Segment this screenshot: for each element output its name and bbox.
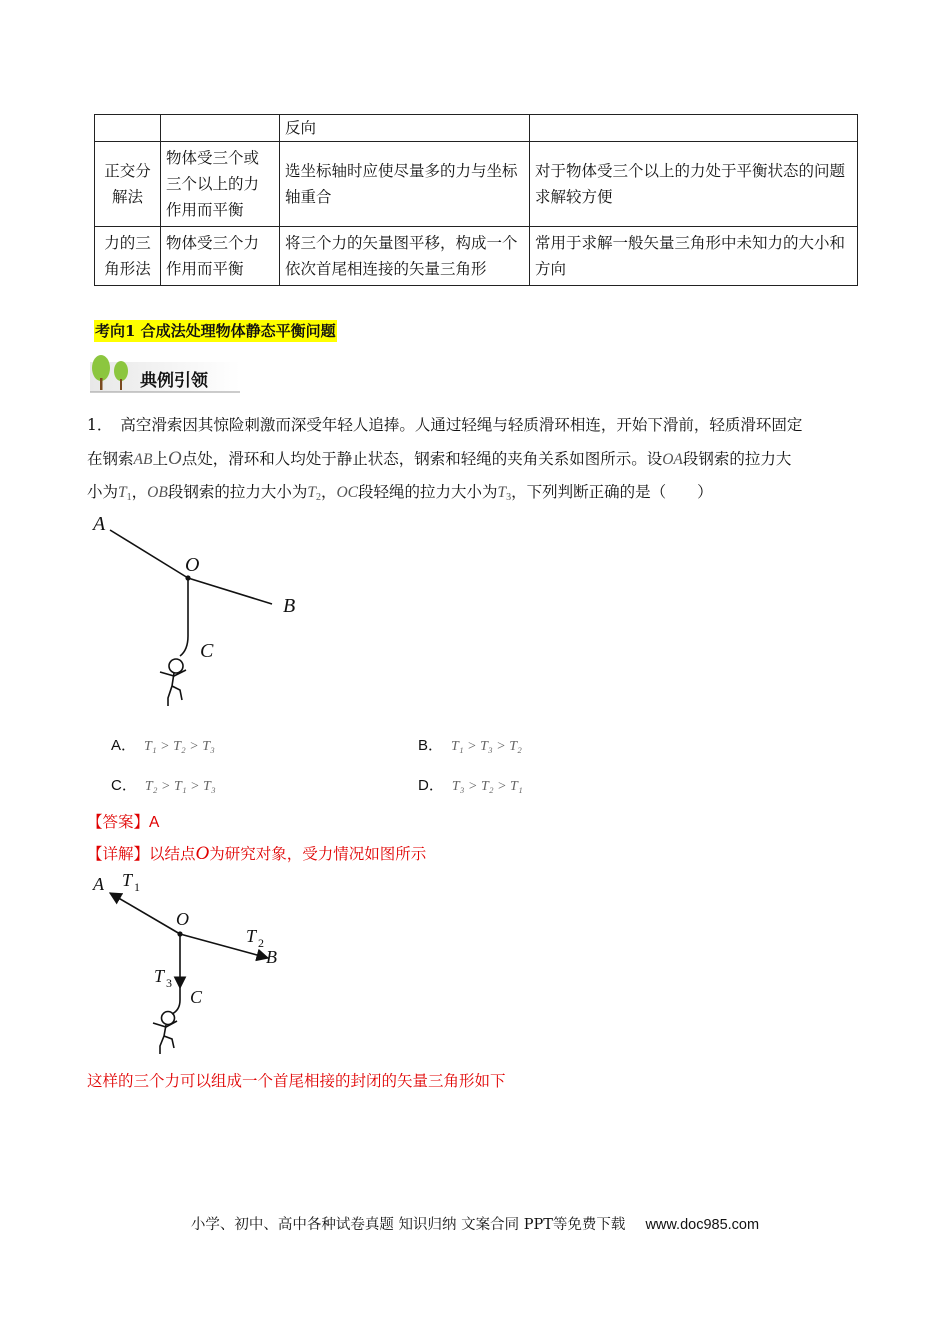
question-line: 小为T1，OB段钢索的拉力大小为T2，OC段轻绳的拉力大小为T3，下列判断正确的是（ ） [87, 483, 713, 503]
force-diagram-figure [88, 868, 308, 1058]
label-t3-sub: 3 [166, 976, 172, 990]
table-cell: 对于物体受三个以上的力处于平衡状态的问题求解较方便 [530, 142, 858, 227]
rope-oc [180, 578, 188, 656]
label-b: B [283, 595, 296, 617]
answer-line: 【答案】A [87, 813, 160, 831]
table-cell [95, 115, 161, 142]
footer-url[interactable]: www.doc985.com [645, 1217, 760, 1233]
person-icon [160, 659, 186, 706]
label-t1: T [122, 870, 133, 890]
table-cell: 将三个力的矢量图平移，构成一个依次首尾相连接的矢量三角形 [280, 227, 530, 286]
table-cell: 正交分解法 [95, 142, 161, 227]
label-t1-sub: 1 [134, 880, 140, 894]
question-number: 1． [87, 416, 113, 434]
label-o: O [185, 554, 200, 576]
table-cell [161, 115, 280, 142]
label-c: C [190, 987, 203, 1007]
person-icon [153, 1012, 177, 1055]
table-cell: 常用于求解一般矢量三角形中未知力的大小和方向 [530, 227, 858, 286]
option-b[interactable]: B． T₁ > T₃ > T₂ [418, 737, 522, 754]
table-cell: 物体受三个力作用而平衡 [161, 227, 280, 286]
label-c: C [200, 640, 214, 662]
point-o [185, 575, 190, 580]
label-a: A [93, 513, 106, 535]
label-t2-sub: 2 [258, 936, 264, 950]
table-row [95, 227, 858, 286]
conclusion-line: 这样的三个力可以组成一个首尾相接的封闭的矢量三角形如下 [87, 1072, 506, 1090]
label-b: B [266, 947, 277, 967]
force-t1-arrow [110, 893, 180, 934]
option-c[interactable]: C． T₂ > T₁ > T₃ [111, 777, 216, 794]
zipline-figure [88, 508, 318, 713]
table-row [95, 142, 858, 227]
option-a[interactable]: A． T₁ > T₂ > T₃ [111, 737, 215, 754]
table-cell: 物体受三个或三个以上的力作用而平衡 [161, 142, 280, 227]
label-t2: T [246, 926, 257, 946]
option-d[interactable]: D． T₃ > T₂ > T₁ [418, 777, 523, 794]
question-line: 1． 高空滑索因其惊险刺激而深受年轻人追捧。人通过轻绳与轻质滑环相连，开始下滑前，轻质滑环固定 [87, 416, 803, 434]
table-cell: 反向 [280, 115, 530, 142]
method-comparison-table [94, 114, 858, 286]
label-o: O [176, 909, 189, 929]
banner-label: 典例引领 [140, 371, 208, 391]
label-a: A [93, 874, 104, 894]
detail-line: 【详解】以结点O为研究对象，受力情况如图所示 [87, 843, 427, 864]
page-footer [0, 1213, 950, 1234]
table-cell [530, 115, 858, 142]
cable-oa [110, 530, 188, 578]
point-o [177, 931, 182, 936]
cable-ob [188, 578, 272, 604]
table-cell: 选坐标轴时应使尽量多的力与坐标轴重合 [280, 142, 530, 227]
table-cell: 力的三角形法 [95, 227, 161, 286]
question-line: 在钢索AB上O点处，滑环和人均处于静止状态，钢索和轻绳的夹角关系如图所示。设OA段钢索的拉力大 [87, 448, 792, 469]
label-t3: T [154, 966, 165, 986]
table-row [95, 115, 858, 142]
footer-text: 小学、初中、高中各种试卷真题 知识归纳 文案合同 PPT等免费下载 [190, 1217, 626, 1233]
section-title: 考向1 合成法处理物体静态平衡问题 [95, 322, 336, 340]
